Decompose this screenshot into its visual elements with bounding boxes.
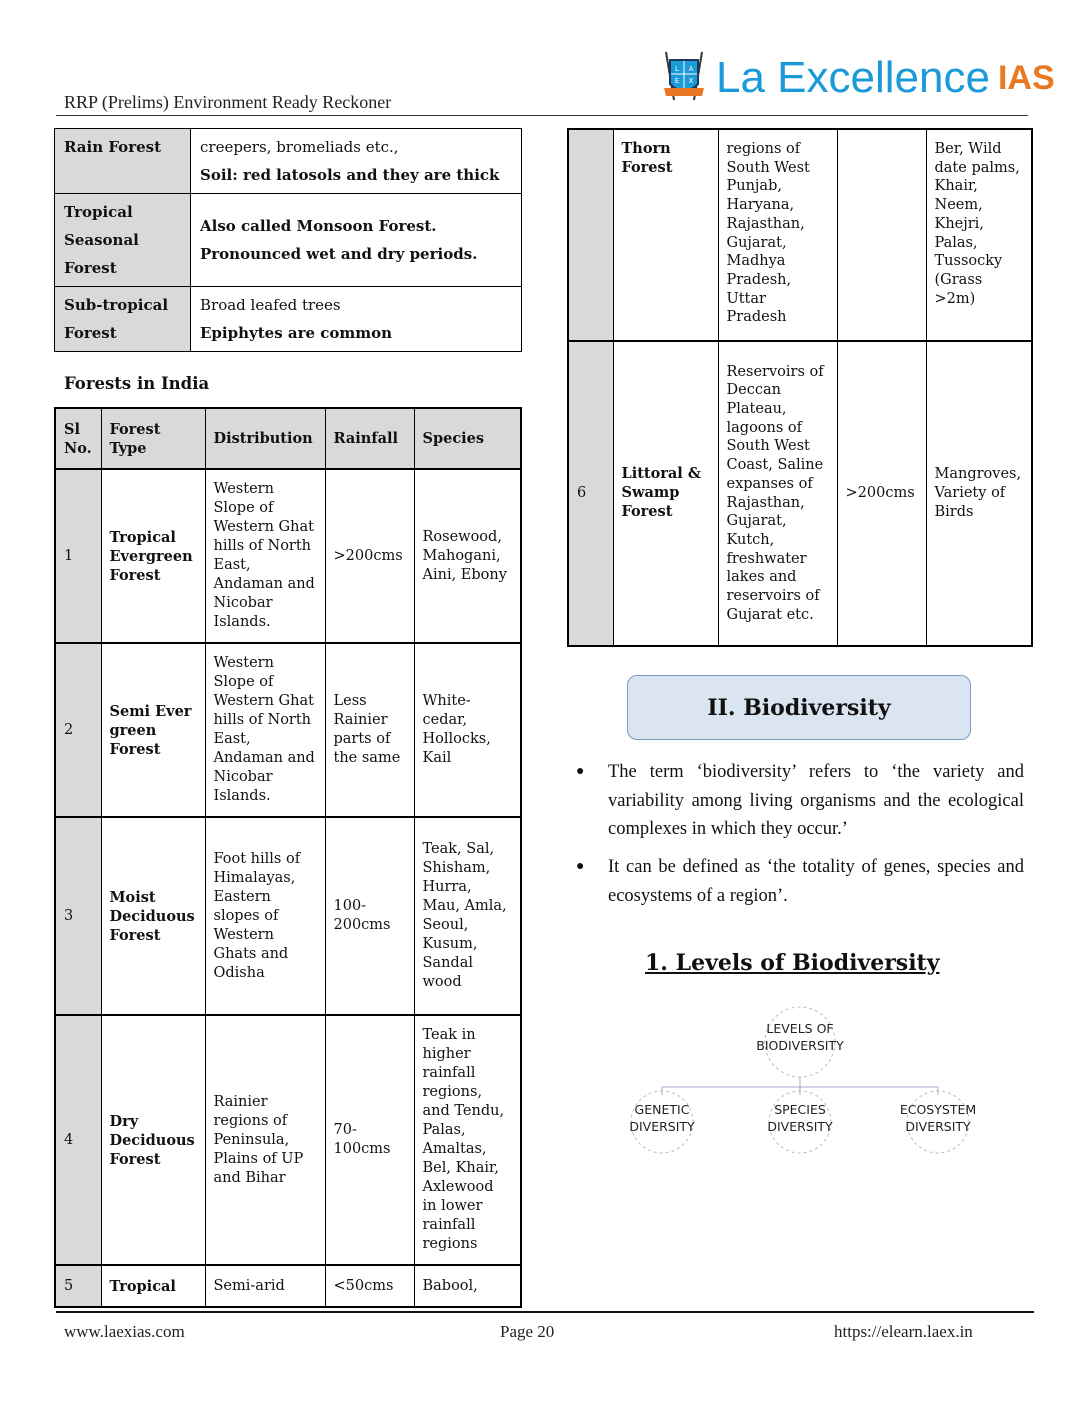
- distribution-cell: Western Slope of Western Ghat hills of North East, Andaman and Nicobar Islands.: [205, 643, 325, 817]
- row-line: Broad leafed trees: [200, 296, 341, 314]
- section-label: Forests in India: [64, 374, 210, 393]
- distribution-cell: Reservoirs of Deccan Plateau, lagoons of South West Coast, Saline expanses of Rajasthan, Gujarat, Kutch, freshwater lakes and reservoirs of Gujarat etc.: [718, 341, 837, 646]
- diagram-root-line2: BIODIVERSITY: [756, 1038, 844, 1053]
- species-cell: White-cedar, Hollocks, Kail: [414, 643, 521, 817]
- row-line: Epiphytes are common: [200, 324, 393, 342]
- document-header-title: RRP (Prelims) Environment Ready Reckoner: [64, 92, 392, 112]
- diagram-root-line1: LEVELS OF: [766, 1021, 834, 1036]
- distribution-cell: Semi-arid: [205, 1265, 325, 1307]
- table-row: [55, 129, 522, 194]
- row-header: Rain Forest: [55, 129, 191, 194]
- distribution-cell: Western Slope of Western Ghat hills of North East, Andaman and Nicobar Islands.: [205, 469, 325, 643]
- rainfall-cell: [837, 129, 926, 341]
- sl-cell: [568, 129, 613, 341]
- svg-text:L: L: [675, 65, 679, 73]
- rainfall-cell: >200cms: [325, 469, 414, 643]
- rainfall-cell: <50cms: [325, 1265, 414, 1307]
- footer-website-link[interactable]: www.laexias.com: [64, 1322, 185, 1341]
- forest-type-cell: Tropical Evergreen Forest: [101, 469, 205, 643]
- sl-cell: 1: [55, 469, 101, 643]
- column-header: Sl No.: [55, 408, 101, 469]
- sub-heading: 1. Levels of Biodiversity: [645, 950, 940, 976]
- table-row: [568, 341, 1032, 646]
- table-row: [55, 817, 521, 1015]
- diagram-species-line2: DIVERSITY: [767, 1119, 833, 1134]
- distribution-cell: Rainier regions of Peninsula, Plains of UP and Bihar: [205, 1015, 325, 1265]
- forest-type-cell: Littoral & Swamp Forest: [613, 341, 718, 646]
- svg-text:X: X: [688, 77, 694, 85]
- row-line: Soil: red latosols and they are thick: [200, 166, 500, 184]
- forest-type-cell: Thorn Forest: [613, 129, 718, 341]
- bullet-text: It can be defined as ‘the totality of genes, species and ecosystems of a region’.: [608, 857, 1024, 906]
- species-cell: Rosewood, Mahogani, Aini, Ebony: [414, 469, 521, 643]
- species-cell: Teak in higher rainfall regions, and Tendu, Palas, Amaltas, Bel, Khair, Axlewood in lower rainfall regions: [414, 1015, 521, 1265]
- forests-in-india-table: [54, 407, 522, 1308]
- rainfall-cell: Less Rainier parts of the same: [325, 643, 414, 817]
- sl-cell: 2: [55, 643, 101, 817]
- distribution-cell: Foot hills of Himalayas, Eastern slopes of Western Ghats and Odisha: [205, 817, 325, 1015]
- diagram-genetic-line1: GENETIC: [634, 1102, 690, 1117]
- row-content: [191, 287, 522, 352]
- row-line: creepers, bromeliads etc.,: [200, 138, 399, 156]
- bullet-list: [576, 758, 1024, 920]
- column-header: Species: [414, 408, 521, 469]
- table-row: [55, 194, 522, 287]
- forests-in-india-table-continued: [567, 128, 1033, 647]
- table-row: [55, 1265, 521, 1307]
- table-row: [568, 129, 1032, 341]
- rainfall-cell: 70-100cms: [325, 1015, 414, 1265]
- brand-name: La Excellence: [716, 53, 990, 102]
- page-number: Page 20: [500, 1322, 555, 1341]
- svg-text:A: A: [688, 65, 694, 73]
- levels-of-biodiversity-diagram: [610, 1005, 990, 1155]
- row-line: Also called Monsoon Forest.: [200, 217, 437, 235]
- column-header: Forest Type: [101, 408, 205, 469]
- forest-type-cell: Moist Deciduous Forest: [101, 817, 205, 1015]
- sl-cell: 5: [55, 1265, 101, 1307]
- header-divider: [56, 115, 1028, 116]
- table-row: [55, 287, 522, 352]
- diagram-ecosystem-line1: ECOSYSTEM: [899, 1102, 977, 1117]
- sl-cell: 6: [568, 341, 613, 646]
- species-cell: Babool,: [414, 1265, 521, 1307]
- forest-type-cell: Semi Ever green Forest: [101, 643, 205, 817]
- forest-type-cell: Tropical: [101, 1265, 205, 1307]
- bullet-icon: ●: [576, 859, 585, 875]
- la-excellence-logo: [662, 50, 1055, 106]
- bullet-item: [576, 853, 1024, 910]
- species-cell: Mangroves, Variety of Birds: [926, 341, 1032, 646]
- footer-elearn-link[interactable]: https://elearn.laex.in: [834, 1322, 973, 1341]
- table-header-row: [55, 408, 521, 469]
- bullet-icon: ●: [576, 764, 585, 779]
- row-line: Pronounced wet and dry periods.: [200, 245, 478, 263]
- brand-suffix: IAS: [997, 59, 1055, 97]
- species-cell: Ber, Wild date palms, Khair, Neem, Khejri, Palas, Tussocky (Grass >2m): [926, 129, 1032, 341]
- row-header: Sub-tropical Forest: [55, 287, 191, 352]
- rainfall-cell: >200cms: [837, 341, 926, 646]
- distribution-cell: regions of South West Punjab, Haryana, Rajasthan, Gujarat, Madhya Pradesh, Uttar Pradesh: [718, 129, 837, 341]
- table-row: [55, 1015, 521, 1265]
- forest-types-table: [54, 128, 522, 352]
- diagram-species-line1: SPECIES: [774, 1102, 826, 1117]
- sl-cell: 3: [55, 817, 101, 1015]
- row-content: [191, 129, 522, 194]
- bullet-text: The term ‘biodiversity’ refers to ‘the variety and variability among living organisms and the ecological complexes in which they occur.’: [608, 762, 1024, 840]
- rainfall-cell: 100-200cms: [325, 817, 414, 1015]
- table-row: [55, 643, 521, 817]
- bullet-item: [576, 758, 1024, 844]
- shield-logo-icon: [662, 50, 706, 106]
- diagram-genetic-line2: DIVERSITY: [629, 1119, 695, 1134]
- column-header: Distribution: [205, 408, 325, 469]
- sl-cell: 4: [55, 1015, 101, 1265]
- footer-divider: [56, 1311, 1034, 1313]
- row-content: [191, 194, 522, 287]
- diagram-ecosystem-line2: DIVERSITY: [905, 1119, 971, 1134]
- species-cell: Teak, Sal, Shisham, Hurra, Mau, Amla, Seoul, Kusum, Sandal wood: [414, 817, 521, 1015]
- table-row: [55, 469, 521, 643]
- column-header: Rainfall: [325, 408, 414, 469]
- row-header: Tropical Seasonal Forest: [55, 194, 191, 287]
- forest-type-cell: Dry Deciduous Forest: [101, 1015, 205, 1265]
- section-heading-box: [627, 675, 971, 740]
- svg-text:E: E: [674, 77, 680, 85]
- section-heading: II. Biodiversity: [707, 694, 891, 721]
